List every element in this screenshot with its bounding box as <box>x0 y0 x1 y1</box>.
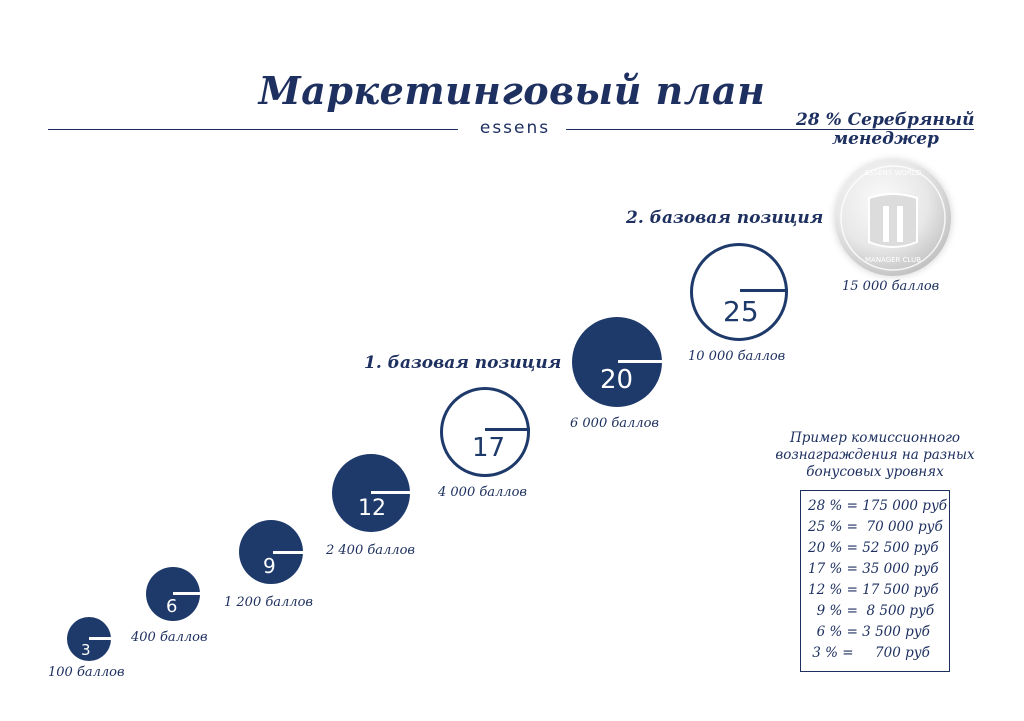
points-label-9: 1 200 баллов <box>224 595 313 610</box>
medal-text-top: ESSENS WORLD <box>864 169 922 177</box>
level-circle-17: 17 <box>440 387 530 477</box>
commission-example-table <box>800 490 950 672</box>
commission-row: 3 % = 700 руб <box>808 645 930 661</box>
commission-row: 28 % = 175 000 руб <box>808 498 948 514</box>
commission-row: 12 % = 17 500 руб <box>808 582 939 598</box>
top-rank-title-line1: 28 % Серебряный <box>796 110 975 130</box>
medal-text-bottom: MANAGER CLUB <box>864 256 922 264</box>
level-circle-25: 25 <box>690 243 788 341</box>
top-rank-title-line2: менеджер <box>832 129 939 149</box>
commission-row: 17 % = 35 000 руб <box>808 561 939 577</box>
points-label-25: 10 000 баллов <box>688 349 786 364</box>
commission-row: 6 % = 3 500 руб <box>808 624 930 640</box>
points-label-6: 400 баллов <box>131 630 208 645</box>
level-circle-20: 20 <box>572 317 662 407</box>
silver-manager-medal <box>835 160 951 276</box>
commission-example-title: Пример комиссионного вознаграждения на разных бонусовых уровнях <box>775 430 975 480</box>
header-divider-left <box>48 129 458 130</box>
points-label-12: 2 400 баллов <box>326 543 415 558</box>
points-label-20: 6 000 баллов <box>570 416 659 431</box>
page-title: Маркетинговый план <box>258 68 766 113</box>
level-circle-12: 12 <box>332 454 410 532</box>
commission-row: 25 % = 70 000 руб <box>808 519 943 535</box>
base-position-2-label: 2. базовая позиция <box>626 208 824 228</box>
level-circle-9: 9 <box>239 520 303 584</box>
level-circle-6: 6 <box>146 567 200 621</box>
points-label-silver: 15 000 баллов <box>842 279 940 294</box>
points-label-17: 4 000 баллов <box>438 485 527 500</box>
commission-row: 20 % = 52 500 руб <box>808 540 939 556</box>
points-label-3: 100 баллов <box>48 665 125 680</box>
base-position-1-label: 1. базовая позиция <box>364 353 562 373</box>
brand-logo-text: essens <box>479 118 551 138</box>
level-circle-3: 3 <box>67 617 111 661</box>
commission-row: 9 % = 8 500 руб <box>808 603 935 619</box>
